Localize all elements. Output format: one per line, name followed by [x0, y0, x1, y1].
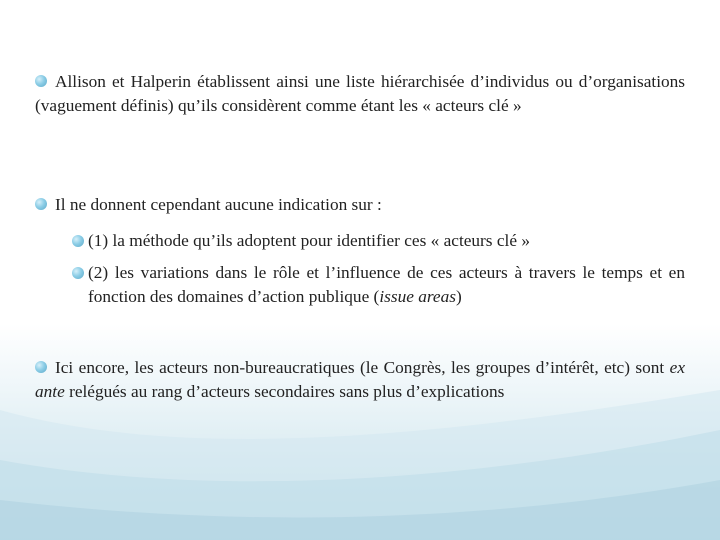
sub-bullet-item-1-text: (1) la méthode qu’ils adoptent pour identifier ces « acteurs clé »	[88, 231, 530, 250]
ex-ante-emphasis: ex ante	[35, 358, 685, 401]
bullet-item-1	[35, 70, 685, 118]
bullet-icon	[72, 267, 84, 279]
sub-bullet-item-2	[72, 261, 685, 309]
sub-bullet-item-2-text: (2) les variations dans le rôle et l’influence de ces acteurs à travers le temps et en fonction des domaines d’action publique (issue areas)	[88, 263, 685, 306]
issue-areas-emphasis: issue areas	[379, 287, 456, 306]
bullet-item-2-text: Il ne donnent cependant aucune indication sur :	[55, 195, 382, 214]
bullet-icon	[35, 75, 47, 87]
bullet-item-1-text: Allison et Halperin établissent ainsi une liste hiérarchisée d’individus ou d’organisations (vaguement définis) qu’ils considèrent comme étant les « acteurs clé »	[35, 72, 685, 115]
bullet-item-2	[35, 193, 685, 217]
bullet-icon	[35, 198, 47, 210]
sub-bullet-item-1	[72, 229, 685, 253]
bullet-item-3: Ici encore, les acteurs non-bureaucratiques (le Congrès, les groupes d’intérêt, etc) sont ex ante relégués au rang d’acteurs secondaires sans plus d’explications	[35, 358, 685, 401]
bullet-icon	[35, 361, 47, 373]
bullet-icon	[72, 235, 84, 247]
